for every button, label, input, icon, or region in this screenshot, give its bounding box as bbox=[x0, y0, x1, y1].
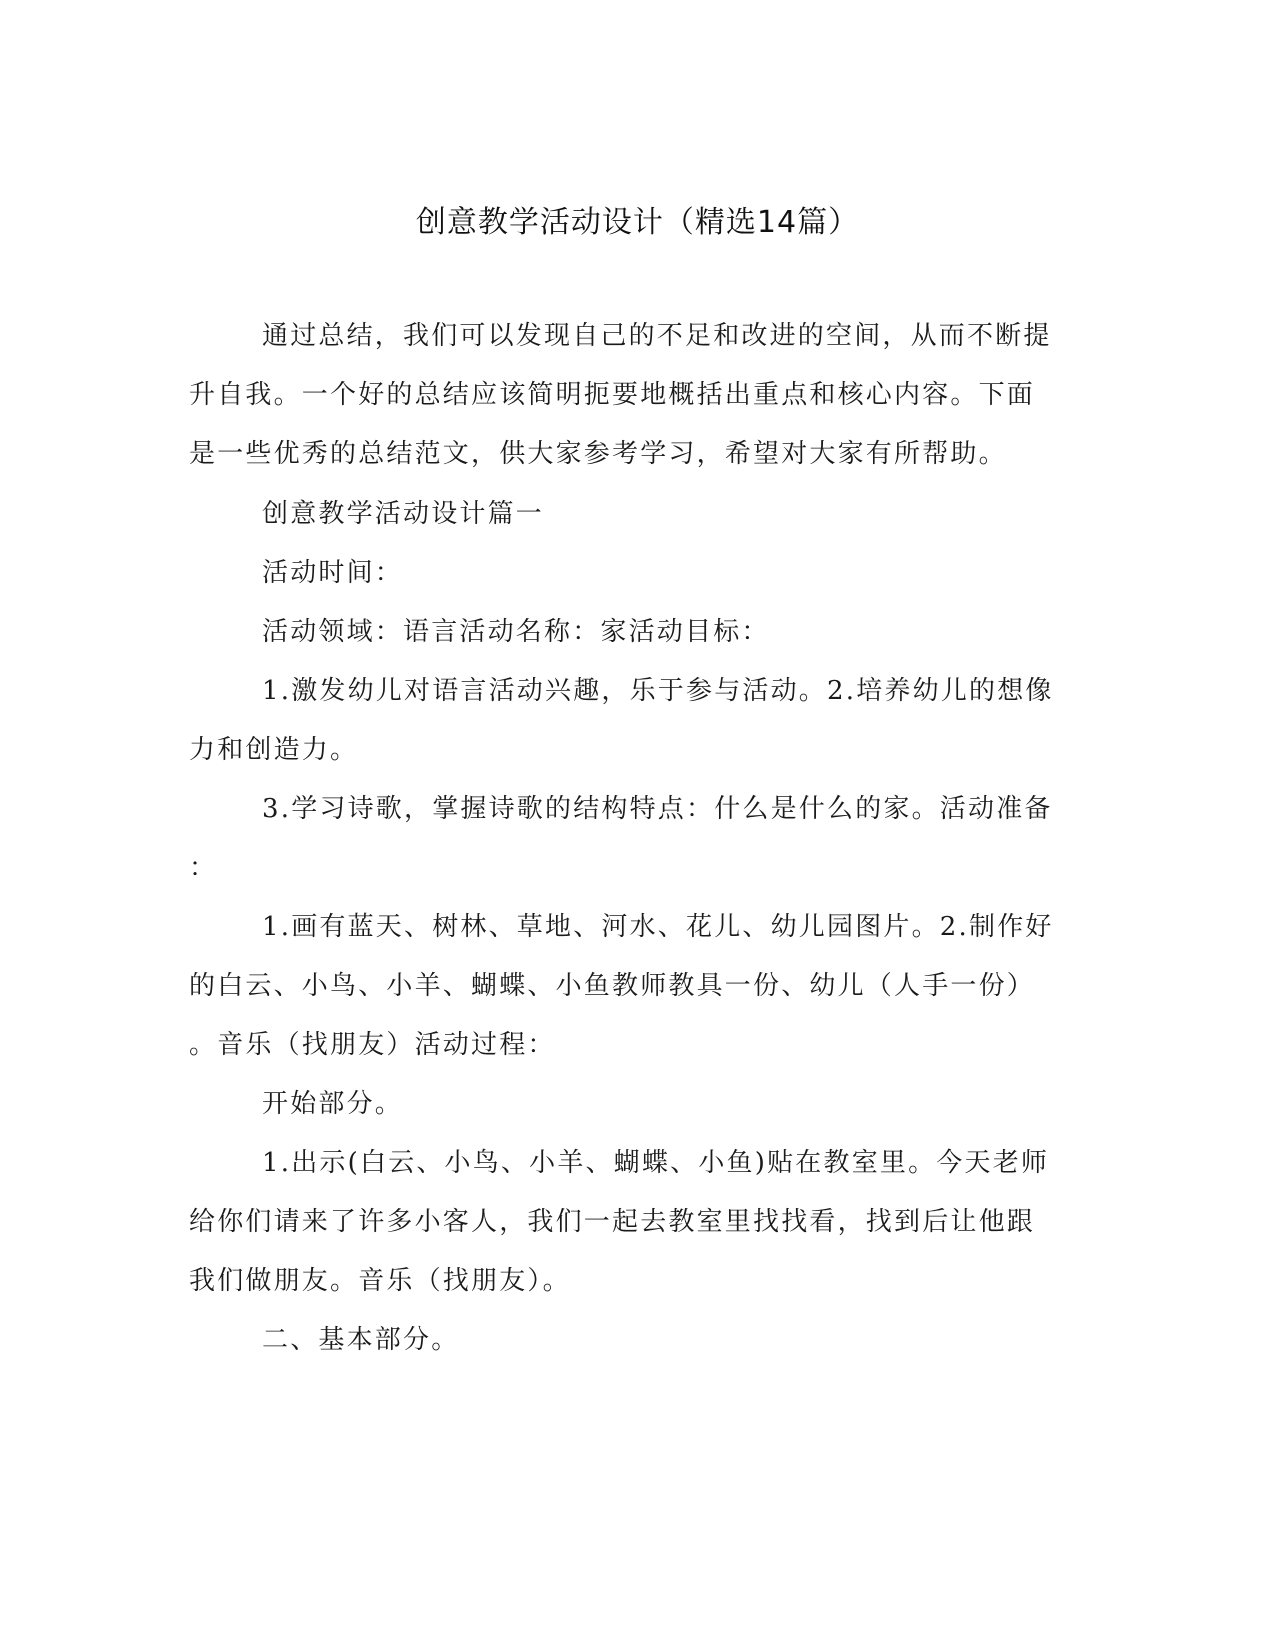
body-line-16: 给你们请来了许多小客人，我们一起去教室里找找看，找到后让他跟 bbox=[189, 1207, 1036, 1237]
body-line-17: 我们做朋友。音乐（找朋友）。 bbox=[189, 1266, 571, 1296]
body-line-18: 二、基本部分。 bbox=[262, 1325, 460, 1355]
body-line-10: ： bbox=[189, 853, 218, 883]
body-line-3: 是一些优秀的总结范文，供大家参考学习，希望对大家有所帮助。 bbox=[189, 439, 1007, 469]
body-line-8: 力和创造力。 bbox=[189, 735, 359, 765]
body-line-12: 的白云、小鸟、小羊、蝴蝶、小鱼教师教具一份、幼儿（人手一份） bbox=[189, 971, 1036, 1001]
section-heading: 创意教学活动设计篇一 bbox=[262, 499, 545, 529]
body-line-1: 通过总结，我们可以发现自己的不足和改进的空间，从而不断提 bbox=[262, 321, 1052, 351]
body-line-15: 1.出示(白云、小鸟、小羊、蝴蝶、小鱼)贴在教室里。今天老师 bbox=[262, 1148, 1050, 1178]
body-line-11: 1.画有蓝天、树林、草地、河水、花儿、幼儿园图片。2.制作好 bbox=[262, 912, 1054, 942]
body-line-6: 活动领域：语言活动名称：家活动目标： bbox=[262, 617, 770, 647]
body-line-9: 3.学习诗歌，掌握诗歌的结构特点：什么是什么的家。活动准备 bbox=[262, 794, 1053, 824]
body-line-5: 活动时间： bbox=[262, 558, 404, 588]
body-line-13: 。音乐（找朋友）活动过程： bbox=[189, 1030, 556, 1060]
document-title: 创意教学活动设计（精选14篇） bbox=[415, 205, 860, 240]
body-line-2: 升自我。一个好的总结应该简明扼要地概括出重点和核心内容。下面 bbox=[189, 380, 1036, 410]
body-line-14: 开始部分。 bbox=[262, 1089, 404, 1119]
body-line-7: 1.激发幼儿对语言活动兴趣，乐于参与活动。2.培养幼儿的想像 bbox=[262, 676, 1054, 706]
